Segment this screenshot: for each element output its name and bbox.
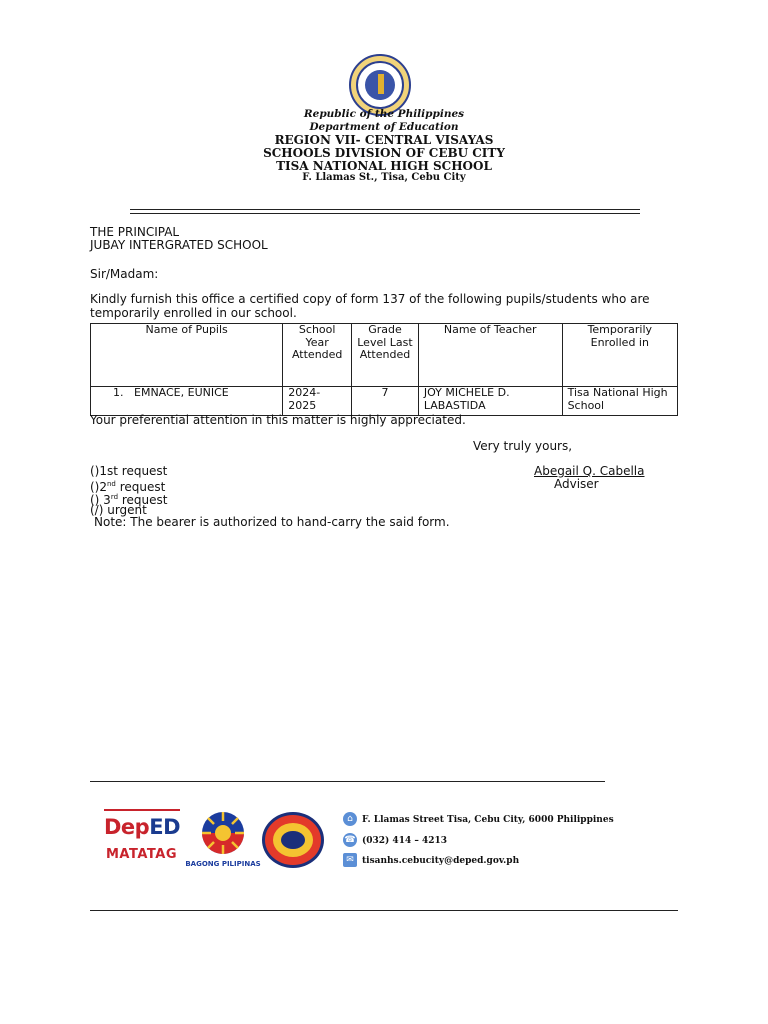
footer-email: tisanhs.cebucity@deped.gov.ph	[362, 856, 520, 866]
header-school: TISA NATIONAL HIGH SCHOOL	[276, 159, 492, 173]
request-second: ()2nd request	[90, 480, 166, 494]
row-number: 1.	[113, 386, 124, 399]
phone-icon: ☎	[344, 835, 356, 845]
signatory-name: Abegail Q. Cabella	[534, 464, 645, 478]
header-division: SCHOOLS DIVISION OF CEBU CITY	[263, 146, 505, 160]
recipient-school: JUBAY INTERGRATED SCHOOL	[90, 238, 268, 252]
location-icon: ⌂	[343, 812, 357, 826]
header-divider	[130, 209, 640, 214]
deped-seal-logo	[349, 54, 411, 116]
deped-matatag-logo: DepED MATATAG	[104, 809, 182, 871]
cell-pupil-name	[91, 387, 283, 416]
cell-teacher: JOY MICHELE D. LABASTIDA	[418, 387, 562, 416]
salutation: Sir/Madam:	[90, 267, 159, 281]
tisa-nhs-seal-logo	[262, 812, 324, 868]
request-first: ()1st request	[90, 464, 168, 478]
email-icon: ✉	[343, 853, 357, 867]
pupil-name: EMNACE, EUNICE	[134, 386, 229, 399]
footer-top-rule	[90, 781, 605, 782]
header-grade-level: Grade Level Last Attended	[352, 324, 419, 387]
sun-emblem-icon	[190, 809, 256, 859]
cell-grade: 7	[352, 387, 419, 416]
header-region: REGION VII- CENTRAL VISAYAS	[274, 133, 494, 147]
request-third: () 3rd request	[90, 493, 168, 507]
valediction: Very truly yours,	[473, 439, 573, 453]
table-header-row	[91, 324, 678, 387]
header-address: F. Llamas St., Tisa, Cebu City	[302, 172, 466, 183]
letter-body: Kindly furnish this office a certified copy of form 137 of the following pupils/students who are temporarily enrolled in our school.	[90, 292, 650, 320]
header-republic: Republic of the Philippines	[303, 108, 465, 120]
header-name-of-pupils: Name of Pupils	[91, 324, 283, 387]
table-row	[91, 387, 678, 416]
cell-enrolled-in: Tisa National High School	[562, 387, 677, 416]
footer-bottom-rule	[90, 910, 678, 911]
signatory-role: Adviser	[554, 477, 599, 491]
header-enrolled-in: Temporarily Enrolled in	[562, 324, 677, 387]
bearer-note: Note: The bearer is authorized to hand-carry the said form.	[94, 515, 450, 529]
header-teacher: Name of Teacher	[418, 324, 562, 387]
students-table	[90, 323, 678, 416]
footer-address: F. Llamas Street Tisa, Cebu City, 6000 Philippines	[362, 815, 614, 825]
bagong-pilipinas-logo: BAGONG PILIPINAS	[190, 809, 256, 871]
header-school-year: School Year Attended	[283, 324, 352, 387]
header-department: Department of Education	[309, 121, 459, 133]
cell-school-year: 2024-2025	[283, 387, 352, 416]
footer-phone: (032) 414 – 4213	[362, 836, 448, 846]
request-urgent: (/) urgent	[90, 503, 147, 517]
recipient-title: THE PRINCIPAL	[90, 225, 180, 239]
closing-line: Your preferential attention in this matter is highly appreciated.	[90, 413, 466, 427]
